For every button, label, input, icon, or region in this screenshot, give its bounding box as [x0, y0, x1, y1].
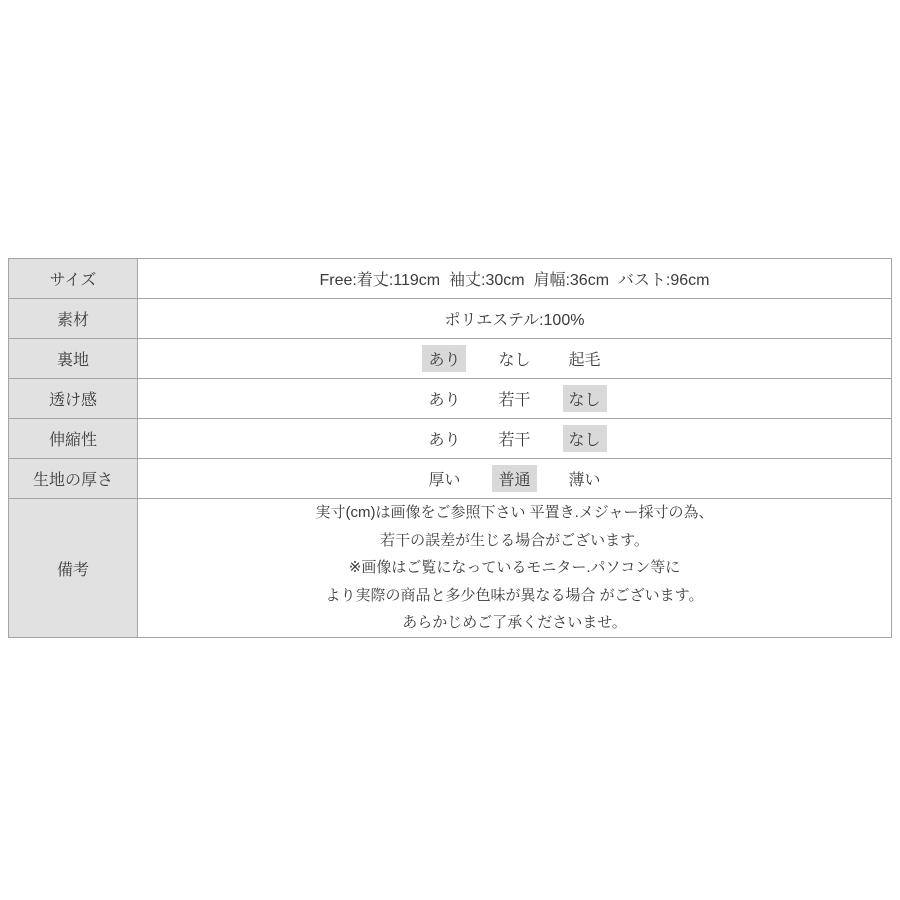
table-row-remarks: [9, 499, 891, 637]
option-thickness-selected: 普通: [492, 465, 536, 492]
option-sheerness: あり: [428, 392, 461, 409]
remarks-line: 若干の誤差が生じる場合がございます。: [380, 531, 649, 549]
row-label-sheerness: 透け感: [9, 379, 138, 418]
row-value-remarks: [138, 499, 891, 637]
option-stretch-selected: なし: [563, 425, 607, 452]
row-label-lining: 裏地: [9, 339, 138, 378]
option-lining: なし: [498, 352, 531, 369]
table-row-thickness: [9, 459, 891, 499]
row-value-material: ポリエステル:100%: [444, 312, 585, 329]
table-row-lining: [9, 339, 891, 379]
table-row-stretch: [9, 419, 891, 459]
table-row-material: [9, 299, 891, 339]
option-sheerness-selected: なし: [563, 385, 607, 412]
row-label-size: サイズ: [9, 259, 138, 298]
product-spec-table: [8, 258, 892, 638]
row-label-material: 素材: [9, 299, 138, 338]
table-row-sheerness: [9, 379, 891, 419]
row-label-remarks: 備考: [9, 499, 138, 637]
table-row-size: [9, 259, 891, 299]
option-sheerness: 若干: [498, 392, 531, 409]
remarks-line: 実寸(cm)は画像をご参照下さい 平置き.メジャー採寸の為、: [315, 504, 714, 522]
option-thickness: 薄い: [568, 472, 601, 489]
option-stretch: 若干: [498, 432, 531, 449]
row-options-thickness: [138, 459, 891, 498]
remarks-line: あらかじめご了承くださいませ。: [402, 614, 627, 632]
option-thickness: 厚い: [428, 472, 461, 489]
option-lining: 起毛: [568, 352, 601, 369]
row-label-thickness: 生地の厚さ: [9, 459, 138, 498]
row-value-size: Free:着丈:119cm 袖丈:30cm 肩幅:36cm バスト:96cm: [319, 272, 710, 289]
row-options-stretch: [138, 419, 891, 458]
remarks-line: より実際の商品と多少色味が異なる場合 がございます。: [325, 586, 704, 604]
row-options-sheerness: [138, 379, 891, 418]
row-label-stretch: 伸縮性: [9, 419, 138, 458]
row-options-lining: [138, 339, 891, 378]
option-stretch: あり: [428, 432, 461, 449]
remarks-line: ※画像はご覧になっているモニター.パソコン等に: [348, 559, 681, 577]
option-lining-selected: あり: [422, 345, 466, 372]
